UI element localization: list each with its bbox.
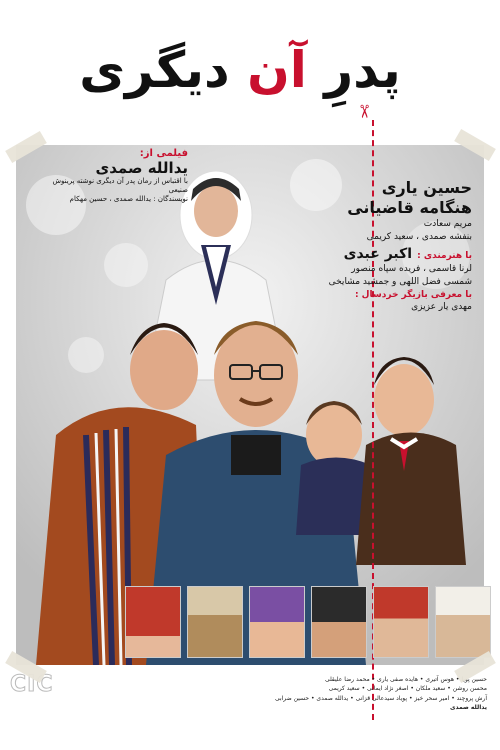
title-area <box>0 0 500 135</box>
footer-credits <box>82 675 487 712</box>
cast-line-4: شمسی فضل اللهی و جمشید مشایخی <box>328 276 472 287</box>
scissors-icon: ✂ <box>353 103 375 120</box>
footer-line-1: حسین پویا • هوس آتیری • هایده صفی یاری • محمد رضا علیقلی <box>324 676 487 683</box>
cast-thumb <box>435 586 491 658</box>
child-actor: مهدی یار عزیزی <box>411 302 472 313</box>
cast-line-1: مریم سعادت <box>423 219 472 229</box>
director-credits <box>38 148 188 204</box>
with-label: با هنرمندی : <box>417 251 472 262</box>
lead-actor-1: حسین یاری <box>381 178 472 197</box>
cic-logo: CIC <box>10 672 54 697</box>
cast-line-2: بنفشه صمدی ، سعید کریمی <box>366 231 472 242</box>
cast-thumb <box>311 586 367 658</box>
intro-label: با معرفی بازیگر خردسال : <box>354 289 472 300</box>
writers-text: نویسندگان : یدالله صمدی ، حسین مهکام <box>69 195 188 204</box>
cast-thumb <box>125 586 181 658</box>
movie-title <box>30 41 450 99</box>
footer-line-3: آرش پروچند • امیر سحر خیز • پویاد سیدعالی قزانی • یدالله صمدی • حسین ضرابی <box>274 694 487 702</box>
supporting-cast-thumbnails <box>125 586 487 658</box>
footer-line-2: محسن روشن • سعید ملکان • اصغر نژاد ایمانی • سعید کریمی <box>328 685 487 693</box>
lead-actor-2: هنگامه قاضیانی <box>347 198 472 217</box>
cast-thumb <box>373 586 429 658</box>
cast-credits <box>312 178 472 314</box>
cast-thumb <box>187 586 243 658</box>
title-word-1: پدرِ <box>324 41 401 99</box>
title-word-2: آن <box>247 41 307 99</box>
guest-actor: اکبر عبدی <box>343 246 413 263</box>
cast-line-3: لرنا قاسمی ، فریده سپاه منصور <box>351 264 472 275</box>
based-on-text: با اقتباس از رمان پدر آن دیگری نوشته پرینوش صنیعی <box>52 177 188 195</box>
director-name: یدالله صمدی <box>95 159 188 177</box>
footer-line-4: یدالله صمدی <box>450 703 487 711</box>
director-label: فیلمی از: <box>139 148 188 159</box>
cast-thumb <box>249 586 305 658</box>
title-word-3: دیگری <box>79 41 230 99</box>
